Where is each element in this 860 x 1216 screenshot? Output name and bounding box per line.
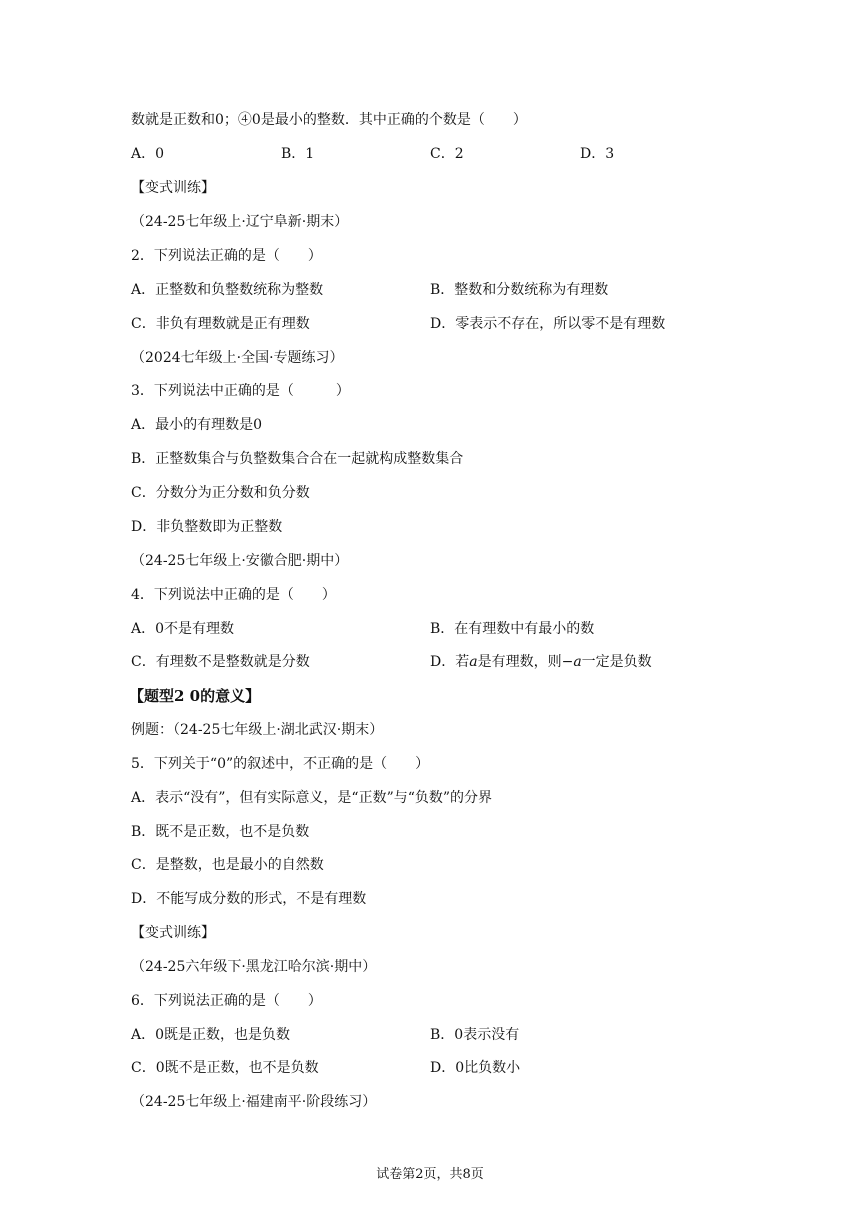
question-source: （24-25七年级上·辽宁阜新·期末） [131,214,349,230]
option-a: A．0 [131,146,165,162]
question-stem-continuation: 数就是正数和0；④0是最小的整数．其中正确的个数是（ ） [131,112,527,128]
option-b: B．正整数集合与负整数集合合在一起就构成整数集合 [131,451,464,467]
option-b: B．1 [281,146,315,162]
option-d-prefix: D．若 [430,654,470,670]
question-stem: 3．下列说法中正确的是（ ） [131,383,350,399]
option-a: A．正整数和负整数统称为整数 [131,282,324,298]
option-d: D．0比负数小 [430,1060,521,1076]
question-stem: 5．下列关于“0”的叙述中，不正确的是（ ） [131,756,430,772]
option-d [430,652,652,672]
math-expression-neg-a: −a [561,654,582,670]
question-stem: 2．下列说法正确的是（ ） [131,248,322,264]
question-source: （2024七年级上·全国·专题练习） [131,350,344,366]
question-source: 例题：（24-25七年级上·湖北武汉·期末） [131,722,384,738]
option-c: C．分数分为正分数和负分数 [131,485,310,501]
option-a: A．最小的有理数是0 [131,417,263,433]
question-stem: 4．下列说法中正确的是（ ） [131,587,336,603]
option-b: B．在有理数中有最小的数 [430,621,595,637]
question-source: （24-25七年级上·福建南平·阶段练习） [131,1094,377,1110]
section-heading-variant: 【变式训练】 [131,180,215,196]
question-source: （24-25六年级下·黑龙江哈尔滨·期中） [131,959,377,975]
option-c: C．有理数不是整数就是分数 [131,654,310,670]
option-d: D．非负整数即为正整数 [131,519,283,535]
option-c: C．0既不是正数，也不是负数 [131,1060,319,1076]
option-b: B．0表示没有 [430,1027,520,1043]
option-a: A．表示“没有”，但有实际意义，是“正数”与“负数”的分界 [131,790,493,806]
option-b: B．既不是正数，也不是负数 [131,824,310,840]
option-a: A．0不是有理数 [131,621,235,637]
option-d: D．3 [580,146,615,162]
section-heading-variant: 【变式训练】 [131,925,215,941]
option-d: D．零表示不存在，所以零不是有理数 [430,316,666,332]
option-c: C．是整数，也是最小的自然数 [131,857,324,873]
page-footer: 试卷第2页，共8页 [376,1167,484,1182]
option-b: B．整数和分数统称为有理数 [430,282,609,298]
question-stem: 6．下列说法正确的是（ ） [131,993,322,1009]
option-c: C．非负有理数就是正有理数 [131,316,310,332]
section-heading-type: 【题型2 0的意义】 [129,687,261,705]
option-a: A．0既是正数，也是负数 [131,1027,291,1043]
option-c: C．2 [430,146,464,162]
option-d-middle: 是有理数，则 [477,654,562,670]
option-d: D．不能写成分数的形式，不是有理数 [131,891,367,907]
question-source: （24-25七年级上·安徽合肥·期中） [131,553,349,569]
math-variable-a: a [469,654,478,670]
option-d-suffix: 一定是负数 [581,654,652,670]
